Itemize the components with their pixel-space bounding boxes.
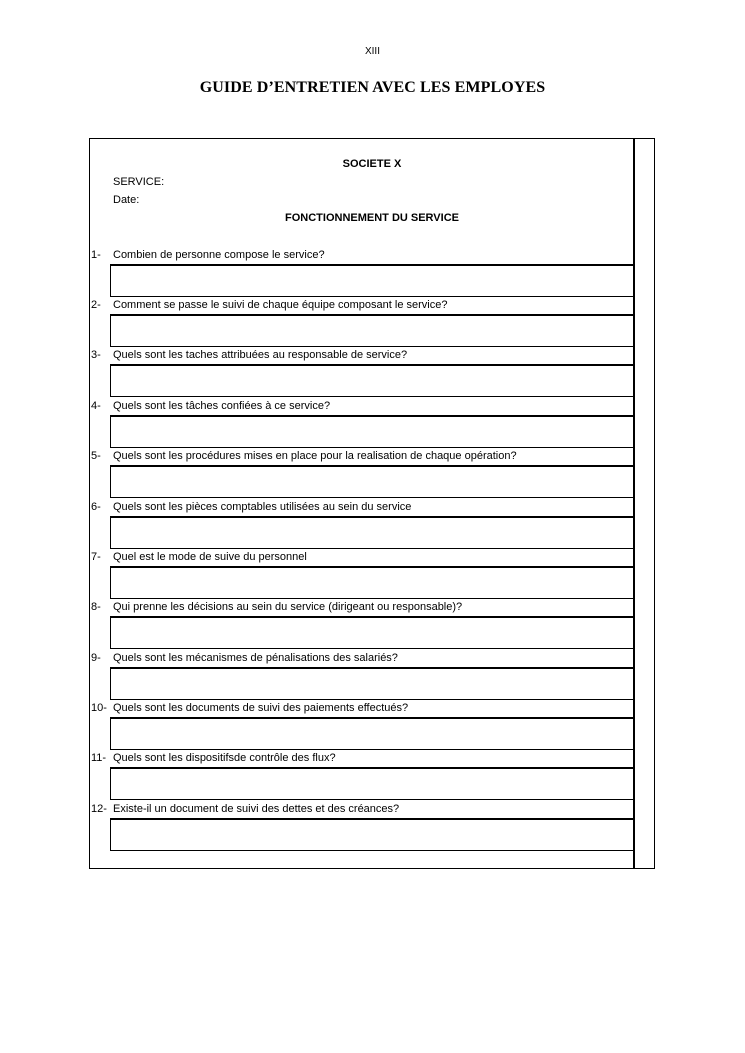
page-title: GUIDE D’ENTRETIEN AVEC LES EMPLOYES — [199, 79, 546, 96]
answer-field-5[interactable] — [110, 465, 634, 498]
question-number: 3- — [91, 349, 101, 361]
question-9 — [89, 649, 633, 667]
question-number: 5- — [91, 450, 101, 462]
answer-field-6[interactable] — [110, 516, 634, 549]
answer-field-10[interactable] — [110, 717, 634, 750]
question-text: Quels sont les taches attribuées au responsable de service? — [113, 349, 408, 361]
question-number: 12- — [91, 803, 107, 815]
column-divider — [633, 138, 635, 869]
question-5 — [89, 447, 633, 465]
question-number: 2- — [91, 299, 101, 311]
answer-field-4[interactable] — [110, 415, 634, 448]
question-text: Quels sont les tâches confiées à ce service? — [113, 400, 331, 412]
question-2 — [89, 296, 633, 314]
question-3 — [89, 346, 633, 364]
company-name: SOCIETE X — [342, 158, 402, 170]
answer-field-8[interactable] — [110, 616, 634, 649]
question-12 — [89, 800, 633, 818]
question-4 — [89, 397, 633, 415]
question-number: 6- — [91, 501, 101, 513]
question-number: 1- — [91, 249, 101, 261]
question-1 — [89, 246, 633, 264]
question-7 — [89, 548, 633, 566]
question-text: Quels sont les pièces comptables utilisées au sein du service — [113, 501, 412, 513]
answer-field-2[interactable] — [110, 314, 634, 347]
question-text: Existe-il un document de suivi des dettes et des créances? — [113, 803, 400, 815]
service-label: SERVICE: — [113, 176, 165, 188]
question-11 — [89, 749, 633, 767]
answer-field-11[interactable] — [110, 767, 634, 800]
question-number: 8- — [91, 601, 101, 613]
answer-field-7[interactable] — [110, 566, 634, 599]
question-number: 4- — [91, 400, 101, 412]
question-text: Qui prenne les décisions au sein du service (dirigeant ou responsable)? — [113, 601, 463, 613]
question-text: Quels sont les mécanismes de pénalisations des salariés? — [113, 652, 398, 664]
question-text: Comment se passe le suivi de chaque équipe composant le service? — [113, 299, 448, 311]
answer-field-3[interactable] — [110, 364, 634, 397]
date-label: Date: — [113, 194, 140, 206]
question-text: Quels sont les procédures mises en place pour la realisation de chaque opération? — [113, 450, 517, 462]
question-number: 9- — [91, 652, 101, 664]
question-6 — [89, 498, 633, 516]
question-number: 7- — [91, 551, 101, 563]
page-number: XIII — [364, 46, 380, 57]
question-text: Quels sont les documents de suivi des paiements effectués? — [113, 702, 409, 714]
answer-field-9[interactable] — [110, 667, 634, 700]
answer-field-1[interactable] — [110, 264, 634, 297]
question-10 — [89, 699, 633, 717]
question-text: Quels sont les dispositifsde contrôle des flux? — [113, 752, 336, 764]
question-number: 10- — [91, 702, 107, 714]
question-number: 11- — [91, 752, 107, 764]
question-text: Quel est le mode de suive du personnel — [113, 551, 307, 563]
question-8 — [89, 598, 633, 616]
answer-field-12[interactable] — [110, 818, 634, 851]
section-title: FONCTIONNEMENT DU SERVICE — [285, 212, 459, 224]
question-text: Combien de personne compose le service? — [113, 249, 325, 261]
